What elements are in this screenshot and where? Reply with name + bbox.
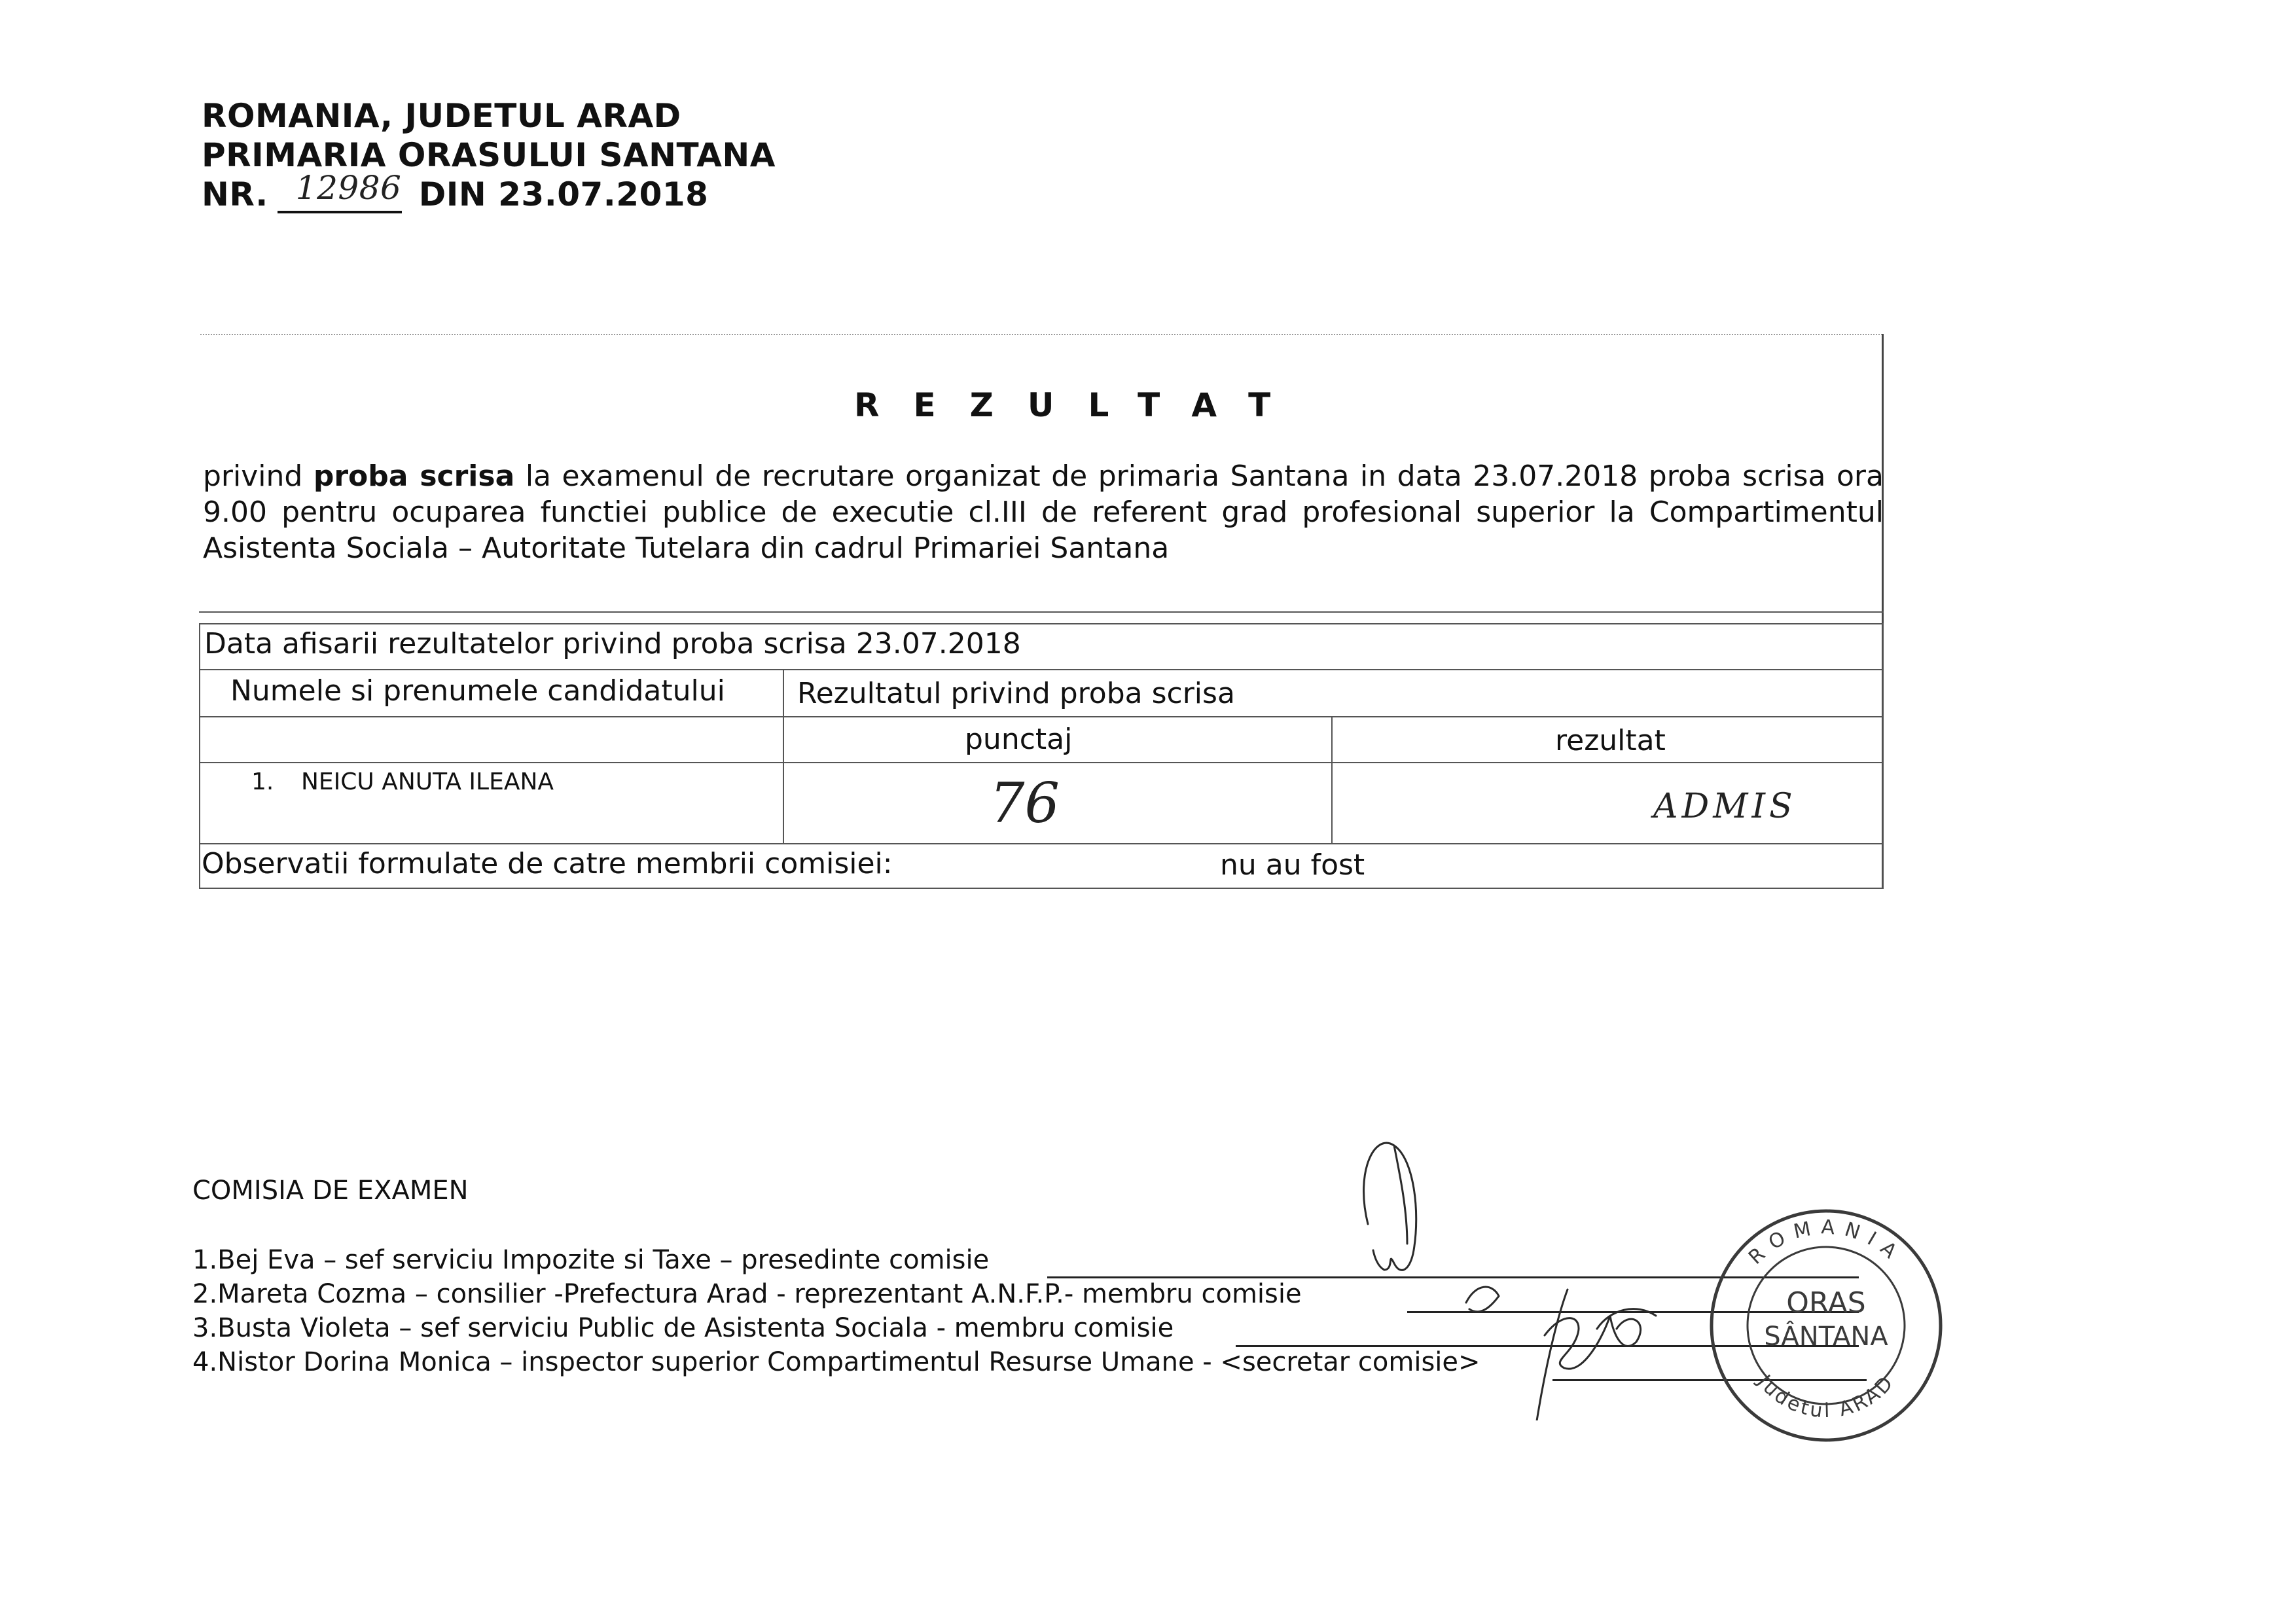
table-rule: [199, 669, 1884, 670]
result-handwritten: ADMIS: [1653, 787, 1797, 826]
table-rule: [783, 669, 784, 843]
section-frame-top: [200, 334, 1882, 335]
col-header-name: Numele si prenumele candidatului: [230, 674, 725, 708]
subheader-punctaj: punctaj: [965, 723, 1073, 756]
row-number: 1.: [251, 768, 274, 795]
commission-member: 4.Nistor Dorina Monica – inspector superior Compartimentul Resurse Umane - <secretar comisie>: [192, 1347, 1480, 1377]
official-stamp: [1702, 1201, 1950, 1450]
body-paragraph: [203, 458, 1884, 566]
table-rule: [199, 611, 1884, 613]
svg-text:ROMANIA: ROMANIA: [1744, 1216, 1908, 1269]
svg-text:ORAS: ORAS: [1786, 1286, 1866, 1320]
observations-value: nu au fost: [1220, 848, 1365, 882]
svg-text:SÂNTANA: SÂNTANA: [1764, 1322, 1888, 1352]
header-county: ROMANIA, JUDETUL ARAD: [202, 97, 681, 135]
table-rule: [1331, 716, 1333, 843]
table-rule: [199, 843, 1884, 844]
observations-label: Observatii formulate de catre membrii comisiei:: [202, 847, 893, 880]
body-bold: proba scrisa: [313, 460, 515, 493]
document-title: REZULTAT: [854, 386, 1305, 424]
nr-label: NR.: [202, 175, 268, 213]
col-header-result: Rezultatul privind proba scrisa: [797, 677, 1235, 710]
svg-text:Judetul ARAD: Judetul ARAD: [1753, 1370, 1899, 1423]
date-row: Data afisarii rezultatelor privind proba scrisa 23.07.2018: [204, 627, 1021, 660]
commission-member: 2.Mareta Cozma – consilier -Prefectura Arad - reprezentant A.N.F.P.- membru comisie: [192, 1279, 1302, 1309]
body-part2: la examenul de recrutare organizat de primaria Santana in data 23.07.2018 proba scrisa ora 9.00 pentru ocuparea functiei publice de executie cl.III de referent grad profesional superior la Compartimentul Asistenta Sociala – Autoritate Tutelara din cadrul Primariei Santana: [203, 460, 1884, 565]
header-institution: PRIMARIA ORASULUI SANTANA: [202, 136, 776, 174]
nr-field: [278, 169, 402, 213]
commission-member: 3.Busta Violeta – sef serviciu Public de Asistenta Sociala - membru comisie: [192, 1313, 1174, 1343]
table-rule: [199, 623, 1884, 624]
subheader-rezultat: rezultat: [1555, 724, 1666, 757]
table-rule: [199, 623, 200, 889]
nr-handwritten-number: 12986: [295, 169, 402, 207]
table-rule: [199, 716, 1884, 717]
commission-member: 1.Bej Eva – sef serviciu Impozite si Taxe – presedinte comisie: [192, 1245, 990, 1275]
score-handwritten: 76: [990, 771, 1060, 835]
header-registration: [202, 169, 709, 213]
table-rule: [1882, 623, 1884, 889]
body-part1: privind: [203, 460, 314, 493]
candidate-name: NEICU ANUTA ILEANA: [301, 768, 554, 795]
table-rule: [199, 888, 1884, 889]
commission-title: COMISIA DE EXAMEN: [192, 1176, 469, 1206]
table-rule: [199, 762, 1884, 763]
din-date: DIN 23.07.2018: [418, 175, 709, 213]
handwritten-signatures: [1348, 1119, 1715, 1420]
